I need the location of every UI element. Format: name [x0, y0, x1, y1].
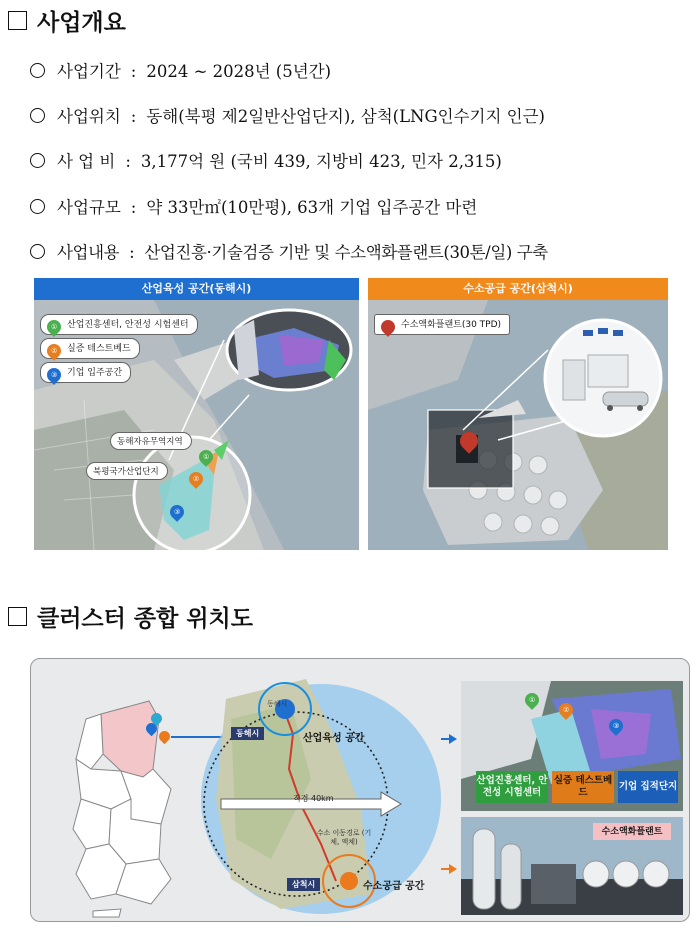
- bullet-label: 사업내용: [57, 243, 120, 262]
- facility-box-center: 산업진흥센터, 안전성 시험센터: [476, 771, 548, 803]
- location-pin-icon: ①: [196, 447, 216, 467]
- bullet-value: 산업진흥·기술검증 기반 및 수소액화플랜트(30톤/일) 구축: [144, 243, 548, 262]
- legend-item: ③ 기업 입주공간: [40, 362, 131, 383]
- route-label: 수소 이동경로 (기체, 액체): [316, 829, 372, 846]
- industry-zone-label: 산업육성 공간: [303, 733, 365, 744]
- section-title-overview: [8, 4, 126, 37]
- location-pin-icon: ②: [44, 341, 64, 361]
- section-title-cluster: [8, 600, 253, 633]
- cluster-location-map: [30, 658, 690, 922]
- panel-industry-donghae: [34, 278, 359, 550]
- location-pin-icon: ①: [44, 317, 64, 337]
- city-label-samcheok: 삼척시: [287, 878, 320, 891]
- bullet-item: 사 업 비 : 3,177억 원 (국비 439, 지방비 423, 민자 2,315): [30, 148, 502, 172]
- aerial-photo: [368, 300, 668, 550]
- bullet-item: 사업규모 : 약 33만㎡(10만평), 63개 기업 입주공간 마련: [30, 194, 477, 218]
- map-city-label: 동해시: [267, 700, 288, 708]
- facility-box-complex: 기업 집적단지: [618, 771, 678, 803]
- zone-label: 동해자유무역지역: [110, 432, 192, 450]
- bullet-value: 2024 ~ 2028년 (5년간): [146, 62, 332, 81]
- bullet-item: 사업위치 : 동해(북평 제2일반산업단지), 삼척(LNG인수기지 인근): [30, 103, 545, 127]
- circle-bullet-icon: [30, 153, 45, 168]
- panel-supply-samcheok: [368, 278, 668, 550]
- legend-item: ① 산업진흥센터, 안전성 시험센터: [40, 314, 198, 335]
- bullet-label: 사업규모: [57, 198, 121, 217]
- bullet-label: 사업위치: [57, 107, 121, 126]
- legend-item: 수소액화플랜트(30 TPD): [374, 314, 510, 335]
- distance-label: 직경 40km: [293, 794, 334, 803]
- bullet-value: 동해(북평 제2일반산업단지), 삼척(LNG인수기지 인근): [146, 107, 545, 126]
- supply-zone-label: 수소공급 공간: [363, 881, 425, 892]
- bullet-item: 사업내용 : 산업진흥·기술검증 기반 및 수소액화플랜트(30톤/일) 구축: [30, 239, 548, 263]
- city-label-donghae: 동해시: [231, 727, 264, 740]
- location-pin-icon: ③: [167, 502, 187, 522]
- section-title-text: 사업개요: [37, 10, 126, 36]
- location-pin-icon: [378, 317, 398, 337]
- bullet-value: 3,177억 원 (국비 439, 지방비 423, 민자 2,315): [140, 152, 502, 171]
- location-pin-icon: ②: [556, 700, 576, 720]
- bullet-label: 사업기간: [57, 62, 121, 81]
- location-pin-icon: ③: [606, 716, 626, 736]
- section-title-text: 클러스터 종합 위치도: [37, 606, 253, 632]
- circle-bullet-icon: [30, 108, 45, 123]
- facility-box-testbed: 실증 테스트베드: [552, 771, 614, 803]
- circle-bullet-icon: [30, 244, 45, 259]
- legend-item: ② 실증 테스트베드: [40, 338, 140, 359]
- location-pin-icon: ②: [186, 469, 206, 489]
- circle-bullet-icon: [30, 63, 45, 78]
- panel-header: 수소공급 공간(삼척시): [368, 278, 668, 300]
- plant-label: 수소액화플랜트: [593, 823, 671, 840]
- bullet-value: 약 33만㎡(10만평), 63개 기업 입주공간 마련: [146, 198, 478, 217]
- panel-header: 산업육성 공간(동해시): [34, 278, 359, 300]
- bullet-item: 사업기간 : 2024 ~ 2028년 (5년간): [30, 58, 331, 82]
- aerial-photo: [34, 300, 359, 550]
- circle-bullet-icon: [30, 199, 45, 214]
- checkbox-square-icon: [8, 11, 27, 30]
- bullet-label: 사 업 비: [57, 152, 116, 171]
- location-pin-icon: ①: [522, 690, 542, 710]
- checkbox-square-icon: [8, 607, 27, 626]
- location-pin-icon: ③: [44, 365, 64, 385]
- complex-label: 북평국가산업단지: [86, 462, 168, 480]
- aerial-photo-drawing: [368, 300, 668, 550]
